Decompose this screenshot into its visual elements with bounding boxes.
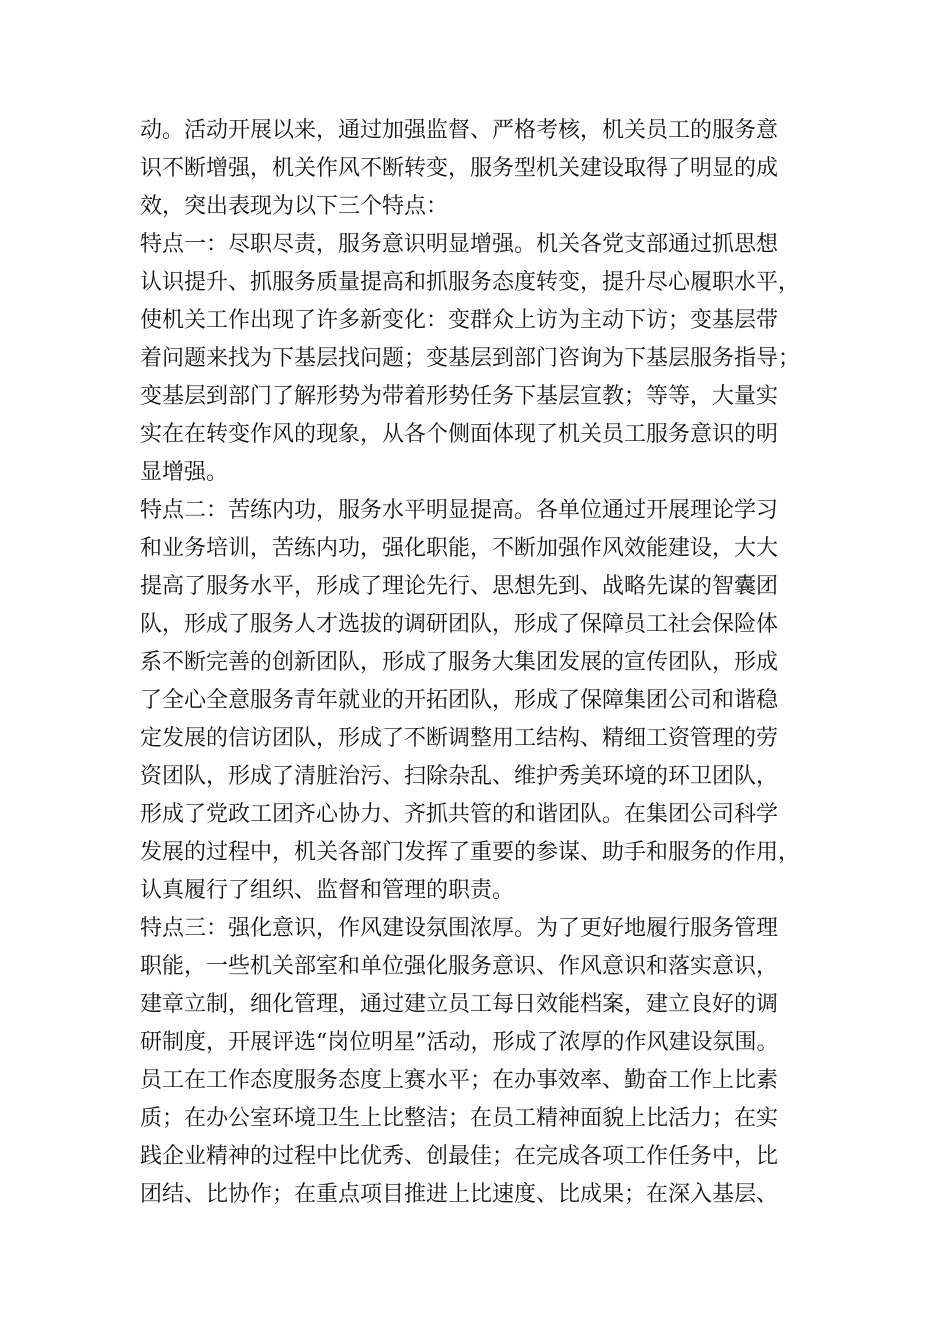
text-line: 系不断完善的创新团队，形成了服务大集团发展的宣传团队，形成 bbox=[140, 650, 779, 675]
text-line: 特点三：强化意识，作风建设氛围浓厚。为了更好地履行服务管理 bbox=[140, 916, 779, 941]
text-line: 研制度，开展评选“岗位明星”活动，形成了浓厚的作风建设氛围。 bbox=[140, 1030, 779, 1055]
text-line: 认识提升、抓服务质量提高和抓服务态度转变，提升尽心履职水平， bbox=[140, 270, 801, 295]
text-line: 职能，一些机关部室和单位强化服务意识、作风意识和落实意识， bbox=[140, 954, 779, 979]
text-line: 显增强。 bbox=[140, 460, 229, 485]
text-line: 特点一：尽职尽责，服务意识明显增强。机关各党支部通过抓思想 bbox=[140, 232, 779, 257]
text-line: 使机关工作出现了许多新变化：变群众上访为主动下访；变基层带 bbox=[140, 308, 779, 333]
text-line: 定发展的信访团队，形成了不断调整用工结构、精细工资管理的劳 bbox=[140, 726, 779, 751]
text-line: 了全心全意服务青年就业的开拓团队，形成了保障集团公司和谐稳 bbox=[140, 688, 779, 713]
text-line: 实在在转变作风的现象，从各个侧面体现了机关员工服务意识的明 bbox=[140, 422, 779, 447]
text-line: 质；在办公室环境卫生上比整洁；在员工精神面貌上比活力；在实 bbox=[140, 1106, 779, 1131]
body-text bbox=[140, 112, 830, 1214]
text-line: 员工在工作态度服务态度上赛水平；在办事效率、勤奋工作上比素 bbox=[140, 1068, 779, 1093]
text-line: 建章立制，细化管理，通过建立员工每日效能档案，建立良好的调 bbox=[140, 992, 779, 1017]
text-line: 和业务培训，苦练内功，强化职能，不断加强作风效能建设，大大 bbox=[140, 536, 779, 561]
text-line: 践企业精神的过程中比优秀、创最佳；在完成各项工作任务中，比 bbox=[140, 1144, 779, 1169]
text-line: 发展的过程中，机关各部门发挥了重要的参谋、助手和服务的作用， bbox=[140, 840, 801, 865]
text-line: 团结、比协作；在重点项目推进上比速度、比成果；在深入基层、 bbox=[140, 1182, 779, 1207]
text-line: 队，形成了服务人才选拔的调研团队，形成了保障员工社会保险体 bbox=[140, 612, 779, 637]
text-line: 变基层到部门了解形势为带着形势任务下基层宣教；等等，大量实 bbox=[140, 384, 779, 409]
text-line: 着问题来找为下基层找问题；变基层到部门咨询为下基层服务指导； bbox=[140, 346, 801, 371]
text-line: 动。活动开展以来，通过加强监督、严格考核，机关员工的服务意 bbox=[140, 118, 779, 143]
text-line: 效，突出表现为以下三个特点： bbox=[140, 194, 449, 219]
text-line: 认真履行了组织、监督和管理的职责。 bbox=[140, 878, 515, 903]
text-line: 特点二：苦练内功，服务水平明显提高。各单位通过开展理论学习 bbox=[140, 498, 779, 523]
text-line: 资团队，形成了清脏治污、扫除杂乱、维护秀美环境的环卫团队， bbox=[140, 764, 779, 789]
text-line: 形成了党政工团齐心协力、齐抓共管的和谐团队。在集团公司科学 bbox=[140, 802, 779, 827]
text-line: 提高了服务水平，形成了理论先行、思想先到、战略先谋的智囊团 bbox=[140, 574, 779, 599]
text-line: 识不断增强，机关作风不断转变，服务型机关建设取得了明显的成 bbox=[140, 156, 779, 181]
